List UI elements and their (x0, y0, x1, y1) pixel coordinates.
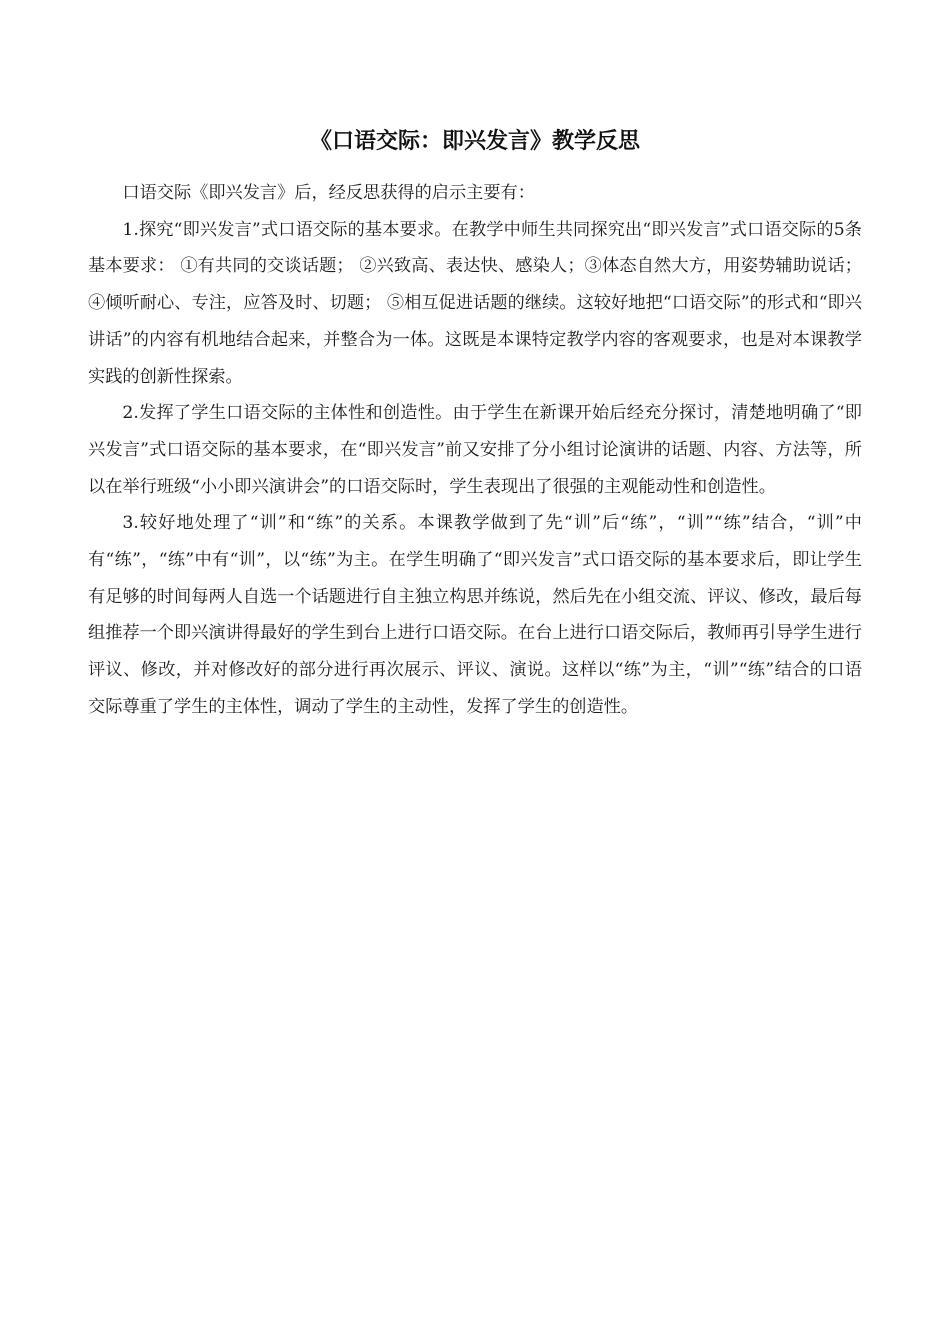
document-body (88, 175, 862, 726)
document-title: 《口语交际：即兴发言》教学反思 (309, 129, 640, 154)
intro-paragraph: 口语交际《即兴发言》后，经反思获得的启示主要有： (122, 183, 535, 203)
point-3-paragraph: 3.较好地处理了“训”和“练”的关系。本课教学做到了先“训”后“练”，“训”“练”结合，“训”中有“练”，“练”中有“训”，以“练”为主。在学生明确了“即兴发言”式口语交际的基本要求后，即让学生有足够的时间每两人自选一个话题进行自主独立构思并练说，然后先在小组交流、评议、修改，最后每组推荐一个即兴演讲得最好的学生到台上进行口语交际。在台上进行口语交际后，教师再引导学生进行评议、修改，并对修改好的部分进行再次展示、评议、演说。这样以“练”为主，“训”“练”结合的口语交际尊重了学生的主体性，调动了学生的主动性，发挥了学生的创造性。 (88, 513, 862, 717)
point-2-paragraph: 2.发挥了学生口语交际的主体性和创造性。由于学生在新课开始后经充分探讨，清楚地明确了“即兴发言”式口语交际的基本要求，在“即兴发言”前又安排了分小组讨论演讲的话题、内容、方法等，所以在举行班级“小小即兴演讲会”的口语交际时，学生表现出了很强的主观能动性和创造性。 (88, 403, 862, 497)
point-1-paragraph: 1.探究“即兴发言”式口语交际的基本要求。在教学中师生共同探究出“即兴发言”式口语交际的5条基本要求： ①有共同的交谈话题； ②兴致高、表达快、感染人；③体态自然大方，用姿势辅助说话；④倾听耐心、专注，应答及时、切题； ⑤相互促进话题的继续。这较好地把“口语交际”的形式和“即兴讲话”的内容有机地结合起来，并整合为一体。这既是本课特定教学内容的客观要求，也是对本课教学实践的创新性探索。 (88, 219, 862, 387)
